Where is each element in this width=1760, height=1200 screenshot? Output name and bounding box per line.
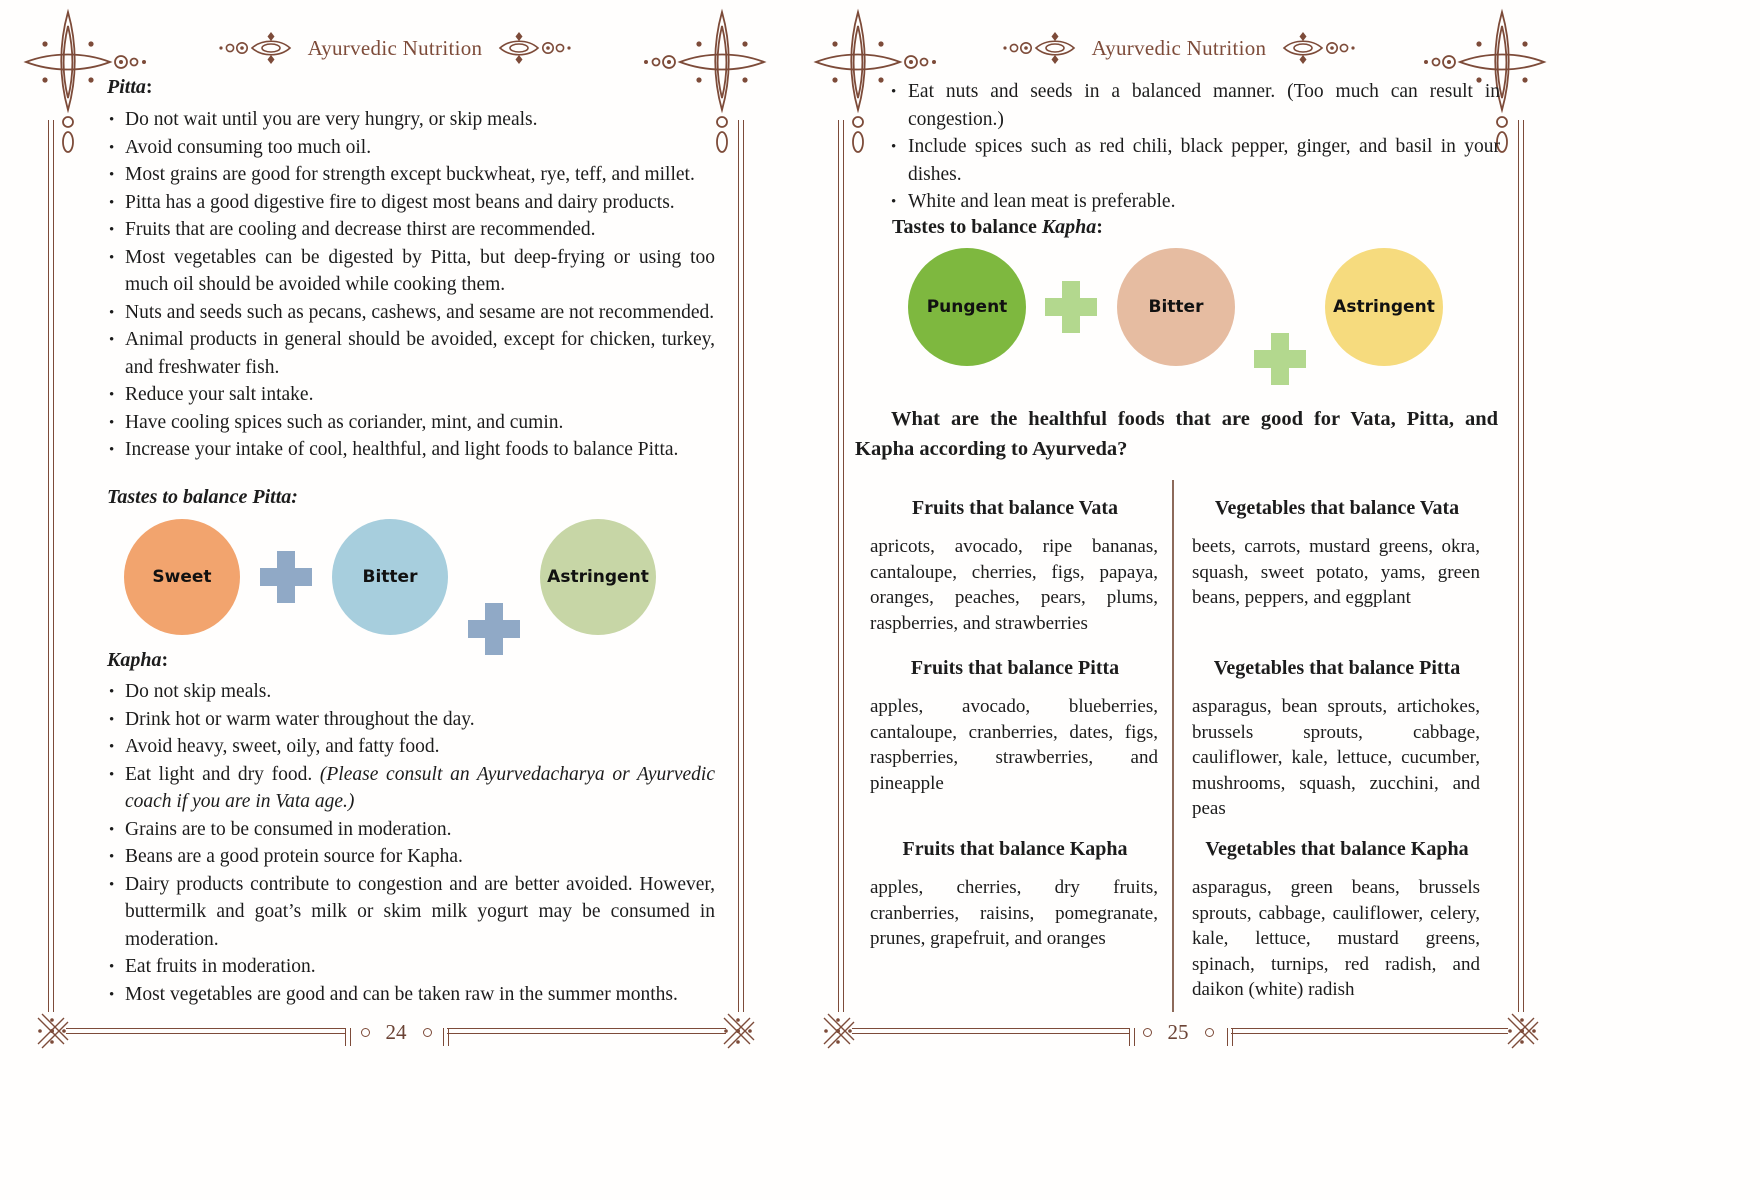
section-question: What are the healthful foods that are good for Vata, Pitta, and Kapha according to Ayurveda? bbox=[855, 408, 1498, 460]
page-number-group bbox=[1118, 1020, 1238, 1045]
list-item: • Nuts and seeds such as pecans, cashews, and sesame are not recommended. bbox=[107, 299, 715, 327]
taste-label: Bitter bbox=[1148, 297, 1204, 317]
table-header-fruits-pitta: Fruits that balance Pitta bbox=[910, 657, 1120, 679]
list-item: • Eat fruits in moderation. bbox=[107, 953, 715, 981]
header-ornament-icon bbox=[1278, 30, 1358, 66]
table-header-fruits-vata: Fruits that balance Vata bbox=[911, 497, 1119, 519]
tastes-kapha-colon: : bbox=[1096, 216, 1103, 238]
page-border-right bbox=[1518, 120, 1524, 1012]
list-item: • Do not wait until you are very hungry, or skip meals. bbox=[107, 106, 715, 134]
list-item: • Do not skip meals. bbox=[107, 678, 715, 706]
ring-ornament-icon bbox=[1205, 1028, 1214, 1037]
header-ornament-icon bbox=[1000, 30, 1080, 66]
list-item: • Avoid heavy, sweet, oily, and fatty food. bbox=[107, 733, 715, 761]
kapha-list-continued bbox=[875, 78, 1500, 216]
plus-icon bbox=[1045, 281, 1097, 333]
table-cell-fruits-vata: apricots, avocado, ripe bananas, cantaloupe, cherries, figs, papaya, oranges, peaches, pears, plums, raspberries, and strawberries bbox=[870, 536, 1158, 634]
table-cell-veg-pitta: asparagus, bean sprouts, artichokes, brussels sprouts, cabbage, cauliflower, kale, lettuce, cucumber, mushrooms, squash, zucchini, and peas bbox=[1192, 696, 1480, 819]
list-item: • Animal products in general should be avoided, except for chicken, turkey, and freshwater fish. bbox=[107, 326, 715, 381]
table-cell-veg-kapha: asparagus, green beans, brussels sprouts, cabbage, cauliflower, celery, kale, lettuce, mustard greens, spinach, turnips, red radish, and daikon (white) radish bbox=[1192, 877, 1480, 1000]
taste-label: Pungent bbox=[926, 297, 1008, 317]
kapha-heading-colon: : bbox=[161, 649, 169, 671]
table-cell-fruits-pitta: apples, avocado, blueberries, cantaloupe, cranberries, dates, figs, raspberries, strawberries, and pineapple bbox=[870, 696, 1158, 794]
list-item: • Grains are to be consumed in moderation. bbox=[107, 816, 715, 844]
taste-circle-bitter bbox=[1117, 248, 1235, 366]
tastes-kapha-italic: Kapha bbox=[1041, 216, 1097, 238]
list-item: • Dairy products contribute to congestion and are better avoided. However, buttermilk and goat’s milk or skim milk yogurt may be consumed in moderation. bbox=[107, 871, 715, 954]
page-header bbox=[929, 30, 1429, 66]
table-header-fruits-kapha: Fruits that balance Kapha bbox=[902, 838, 1128, 860]
pitta-heading-colon: : bbox=[145, 76, 153, 98]
tastes-kapha-roman: Tastes to balance bbox=[892, 216, 1042, 238]
list-item: • White and lean meat is preferable. bbox=[875, 188, 1500, 216]
list-item: • Increase your intake of cool, healthful, and light foods to balance Pitta. bbox=[107, 436, 715, 464]
list-item: • Pitta has a good digestive fire to digest most beans and dairy products. bbox=[107, 189, 715, 217]
table-header-veg-pitta: Vegetables that balance Pitta bbox=[1213, 657, 1461, 679]
list-item: • Avoid consuming too much oil. bbox=[107, 134, 715, 162]
page-border-left bbox=[838, 120, 844, 1012]
taste-circle-astringent bbox=[1325, 248, 1443, 366]
list-item: • Eat nuts and seeds in a balanced manner. (Too much can result in congestion.) bbox=[875, 78, 1500, 133]
taste-label: Astringent bbox=[1333, 297, 1435, 317]
table-cell-veg-vata: beets, carrots, mustard greens, okra, squash, sweet potato, yams, green beans, peppers, and eggplant bbox=[1192, 536, 1480, 608]
taste-label: Bitter bbox=[362, 567, 418, 587]
ring-ornament-icon bbox=[1143, 1028, 1152, 1037]
taste-label: Astringent bbox=[547, 567, 649, 587]
plus-icon bbox=[1254, 333, 1306, 385]
list-item-italic-note: (Please consult an Ayurvedacharya or Ayurvedic coach if you are in Vata age.) bbox=[125, 763, 715, 812]
list-item: • Have cooling spices such as coriander, mint, and cumin. bbox=[107, 409, 715, 437]
page-number: 25 bbox=[1167, 1020, 1189, 1044]
taste-label: Sweet bbox=[152, 567, 212, 587]
table-header-veg-vata: Vegetables that balance Vata bbox=[1214, 497, 1460, 519]
list-item: • Fruits that are cooling and decrease thirst are recommended. bbox=[107, 216, 715, 244]
list-item: • Reduce your salt intake. bbox=[107, 381, 715, 409]
list-item: • Beans are a good protein source for Kapha. bbox=[107, 843, 715, 871]
book-title: Ayurvedic Nutrition bbox=[1091, 35, 1267, 60]
kapha-heading-word: Kapha bbox=[107, 649, 162, 671]
taste-circle-pungent bbox=[908, 248, 1026, 366]
pitta-heading-word: Pitta bbox=[107, 76, 146, 98]
list-item: • Include spices such as red chili, black pepper, ginger, and basil in your dishes. bbox=[875, 133, 1500, 188]
table-cell-fruits-kapha: apples, cherries, dry fruits, cranberries, raisins, pomegranate, prunes, grapefruit, and oranges bbox=[870, 877, 1158, 949]
tastes-kapha-heading bbox=[892, 216, 1103, 239]
table-header-veg-kapha: Vegetables that balance Kapha bbox=[1205, 838, 1469, 860]
tastes-pitta-heading: Tastes to balance Pitta: bbox=[107, 486, 298, 508]
bottom-rule bbox=[1231, 1028, 1508, 1034]
list-item: • Drink hot or warm water throughout the day. bbox=[107, 706, 715, 734]
book-title: Ayurvedic Nutrition bbox=[307, 35, 483, 60]
table-divider bbox=[1172, 480, 1174, 1012]
page-number: 24 bbox=[385, 1020, 407, 1044]
list-item: • Most vegetables can be digested by Pitta, but deep-frying or using too much oil should be avoided while cooking them. bbox=[107, 244, 715, 299]
bottom-rule bbox=[852, 1028, 1129, 1034]
list-item: • Most grains are good for strength except buckwheat, rye, teff, and millet. bbox=[107, 161, 715, 189]
list-item-text: Eat light and dry food. bbox=[125, 763, 320, 785]
list-item: • Most vegetables are good and can be taken raw in the summer months. bbox=[107, 981, 715, 1009]
